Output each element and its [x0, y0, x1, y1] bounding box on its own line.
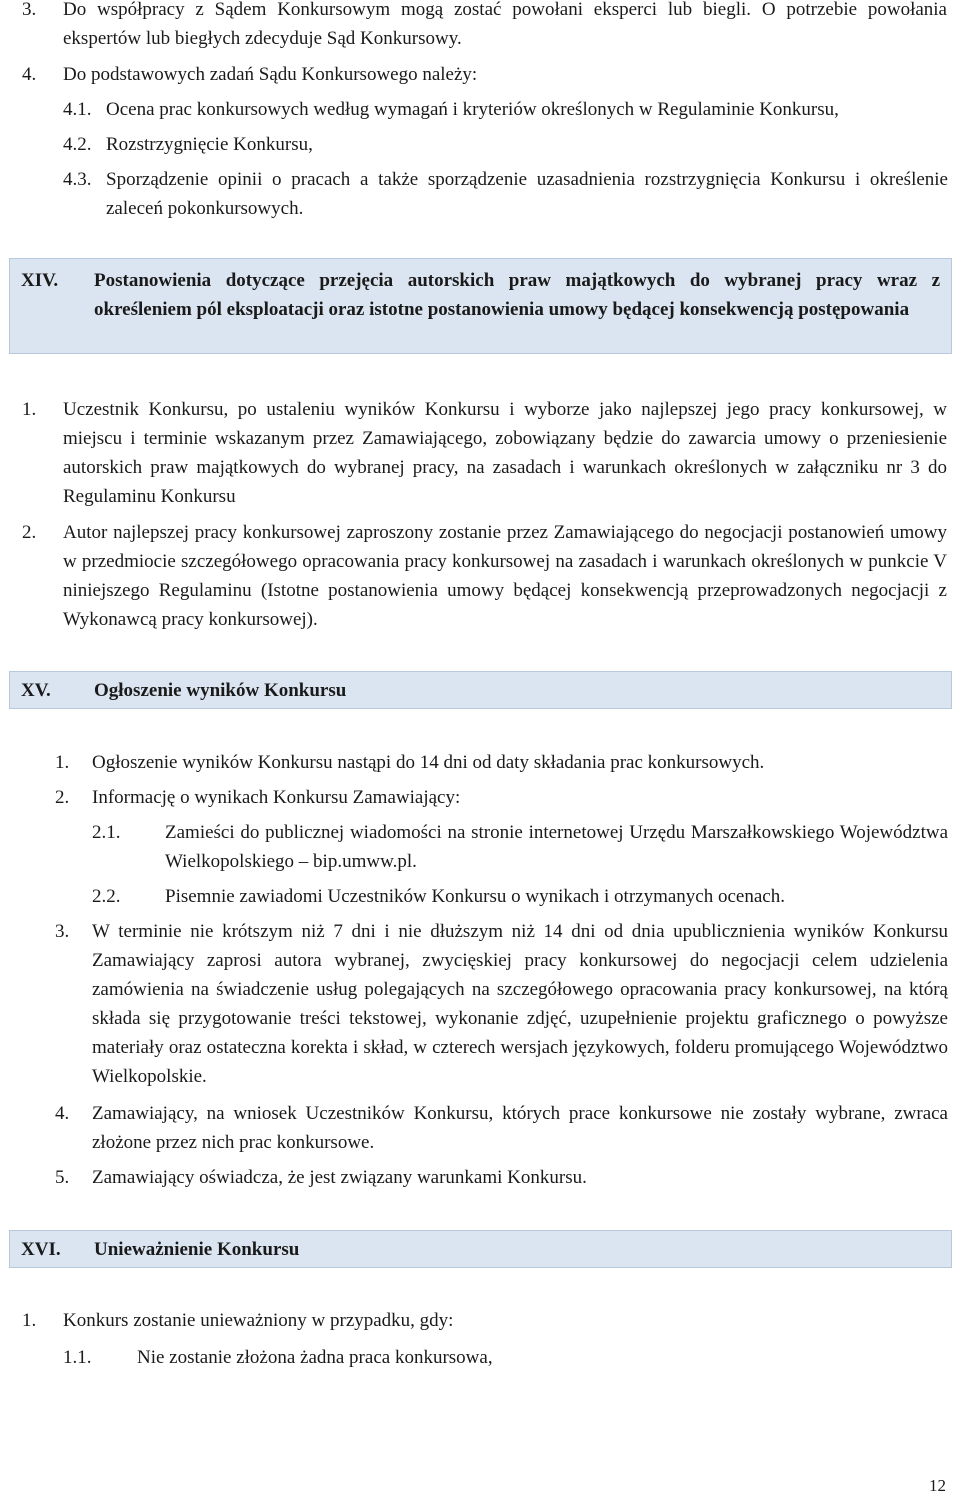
page-number: 12: [929, 1476, 946, 1495]
item-number: 2.: [55, 787, 70, 808]
item-number: 5.: [55, 1167, 70, 1188]
item-text: Rozstrzygnięcie Konkursu,: [106, 134, 313, 155]
item-number: 2.: [22, 522, 37, 543]
item-text: Konkurs zostanie unieważniony w przypadku, gdy:: [63, 1310, 454, 1331]
item-text: W terminie nie krótszym niż 7 dni i nie dłuższym niż 14 dni od dnia upublicznienia wyników Konkursu Zamawiający zaprosi autora wybranej, zwycięskiej pracy konkursowej do negocjacji celem udzielenia zamówienia na świadczenie usług polegających na szczegółowego opracowania pracy konkursowej, na którą składa się przygotowanie treści tekstowej, wykonanie zdjęć, uzupełnienie projektu graficznego o powyższe materiały oraz ostateczna korekta i skład, w czterech wersjach językowych, folderu promującego Województwo Wielkopolskie.: [92, 921, 948, 1087]
item-number: 4.: [22, 64, 37, 85]
section-title: Ogłoszenie wyników Konkursu: [94, 680, 347, 701]
section-number: XVI.: [21, 1239, 61, 1260]
section-title: Postanowienia dotyczące przejęcia autorskich praw majątkowych do wybranej pracy wraz z określeniem pól eksploatacji oraz istotne postanowienia umowy będącej konsekwencją postępowania: [94, 270, 940, 320]
item-text: Zamieści do publicznej wiadomości na stronie internetowej Urzędu Marszałkowskiego Województwa Wielkopolskiego – bip.umww.pl.: [165, 822, 948, 872]
item-number: 3.: [22, 0, 37, 20]
section-title: Unieważnienie Konkursu: [94, 1239, 300, 1260]
item-text: Do podstawowych zadań Sądu Konkursowego należy:: [63, 64, 478, 85]
item-text: Zamawiający oświadcza, że jest związany warunkami Konkursu.: [92, 1167, 587, 1188]
item-text: Uczestnik Konkursu, po ustaleniu wyników Konkursu i wyborze jako najlepszej jego pracy konkursowej, w miejscu i terminie wskazanym przez Zamawiającego, zobowiązany będzie do zawarcia umowy o przeniesienie autorskich praw majątkowych do wybranej pracy, na zasadach i warunkach określonych w załączniku nr 3 do Regulaminu Konkursu: [63, 399, 947, 507]
item-number: 3.: [55, 921, 70, 942]
item-text: Sporządzenie opinii o pracach a także sporządzenie uzasadnienia rozstrzygnięcia Konkursu i określenie zaleceń pokonkursowych.: [106, 169, 948, 219]
item-number: 4.2.: [63, 134, 92, 155]
item-number: 4.1.: [63, 99, 92, 120]
section-number: XIV.: [21, 270, 59, 291]
section-heading-xiv: [9, 258, 952, 354]
item-number: 2.1.: [92, 822, 121, 843]
item-text: Nie zostanie złożona żadna praca konkursowa,: [137, 1347, 493, 1368]
item-text: Do współpracy z Sądem Konkursowym mogą zostać powołani eksperci lub biegli. O potrzebie powołania ekspertów lub biegłych zdecyduje Sąd Konkursowy.: [63, 0, 947, 49]
item-number: 2.2.: [92, 886, 121, 907]
section-heading-xvi: [9, 1230, 952, 1268]
section-heading-xv: [9, 671, 952, 709]
item-text: Ogłoszenie wyników Konkursu nastąpi do 14 dni od daty składania prac konkursowych.: [92, 752, 765, 773]
item-number: 1.: [22, 399, 37, 420]
item-text: Autor najlepszej pracy konkursowej zaproszony zostanie przez Zamawiającego do negocjacji postanowień umowy w przedmiocie szczegółowego opracowania pracy konkursowej na zasadach i warunkach określonych w punkcie V niniejszego Regulaminu (Istotne postanowienia umowy będącej konsekwencją przeprowadzonych negocjacji z Wykonawcą pracy konkursowej).: [63, 522, 947, 630]
item-number: 4.: [55, 1103, 70, 1124]
section-number: XV.: [21, 680, 51, 701]
item-text: Pisemnie zawiadomi Uczestników Konkursu o wynikach i otrzymanych ocenach.: [165, 886, 785, 907]
item-text: Zamawiający, na wniosek Uczestników Konkursu, których prace konkursowe nie zostały wybrane, zwraca złożone przez nich prac konkursowe.: [92, 1103, 948, 1153]
item-number: 1.1.: [63, 1347, 92, 1368]
item-number: 1.: [55, 752, 70, 773]
item-text: Informację o wynikach Konkursu Zamawiający:: [92, 787, 461, 808]
item-number: 1.: [22, 1310, 37, 1331]
item-number: 4.3.: [63, 169, 92, 190]
item-text: Ocena prac konkursowych według wymagań i kryteriów określonych w Regulaminie Konkursu,: [106, 99, 839, 120]
